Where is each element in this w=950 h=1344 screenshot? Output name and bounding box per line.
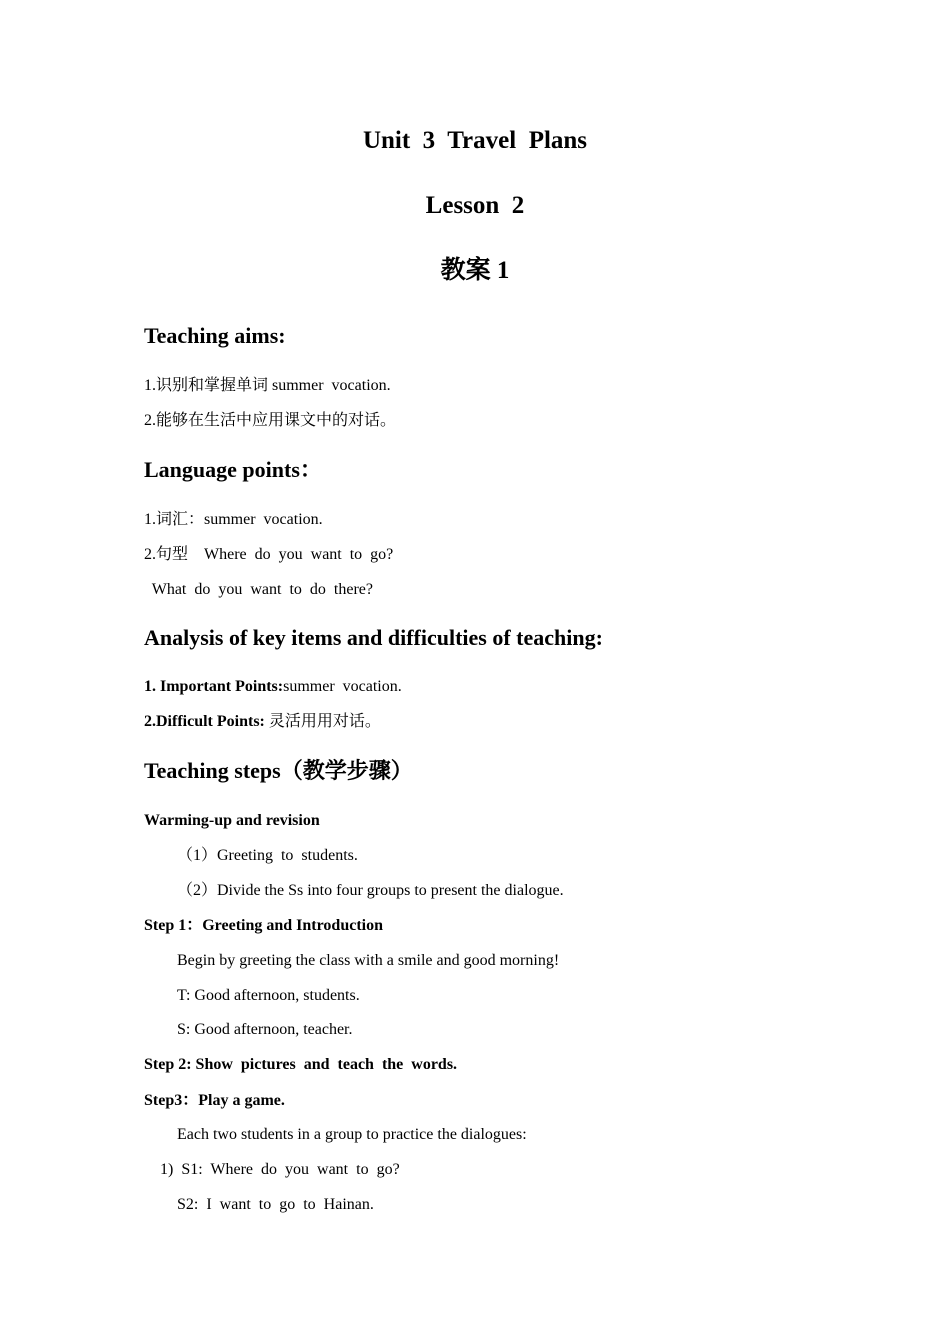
step1-item: Begin by greeting the class with a smile and good morning! xyxy=(177,952,560,969)
steps-heading: Teaching steps（教学步骤） xyxy=(144,758,413,783)
language-item: 1.词汇：summer vocation. xyxy=(144,511,323,528)
warmup-item: （1）Greeting to students. xyxy=(177,847,358,864)
difficult-text: 灵活用用对话。 xyxy=(264,713,381,730)
warmup-item: （2）Divide the Ss into four groups to present the dialogue. xyxy=(177,882,564,899)
aims-item: 2.能够在生活中应用课文中的对话。 xyxy=(144,412,397,429)
important-text: summer vocation. xyxy=(283,678,402,695)
unit-title: Unit 3 Travel Plans xyxy=(362,127,588,154)
aims-heading: Teaching aims: xyxy=(144,323,286,348)
dialogue-line: 1) S1: Where do you want to go? xyxy=(160,1161,400,1178)
plan-title: 教案 1 xyxy=(440,257,510,284)
step3-intro: Each two students in a group to practice the dialogues: xyxy=(177,1126,527,1143)
difficult-label: 2.Difficult Points: xyxy=(144,713,265,730)
important-points xyxy=(144,679,402,695)
language-item: 2.句型 Where do you want to go? xyxy=(144,546,394,563)
lesson-title: Lesson 2 xyxy=(425,192,525,219)
warmup-heading: Warming-up and revision xyxy=(144,812,320,829)
step1-item: T: Good afternoon, students. xyxy=(177,987,360,1004)
language-heading: Language points： xyxy=(144,457,322,482)
analysis-heading: Analysis of key items and difficulties of teaching: xyxy=(144,625,603,650)
step2-heading: Step 2: Show pictures and teach the words. xyxy=(144,1056,458,1073)
step3-heading: Step3：Play a game. xyxy=(144,1092,285,1109)
difficult-points xyxy=(144,714,381,730)
important-label: 1. Important Points: xyxy=(144,678,284,695)
dialogue-line: S2: I want to go to Hainan. xyxy=(177,1196,374,1213)
language-item: What do you want to do there? xyxy=(144,581,373,598)
step1-heading: Step 1：Greeting and Introduction xyxy=(144,917,383,934)
aims-item: 1.识别和掌握单词 summer vocation. xyxy=(144,377,391,394)
step1-item: S: Good afternoon, teacher. xyxy=(177,1021,353,1038)
